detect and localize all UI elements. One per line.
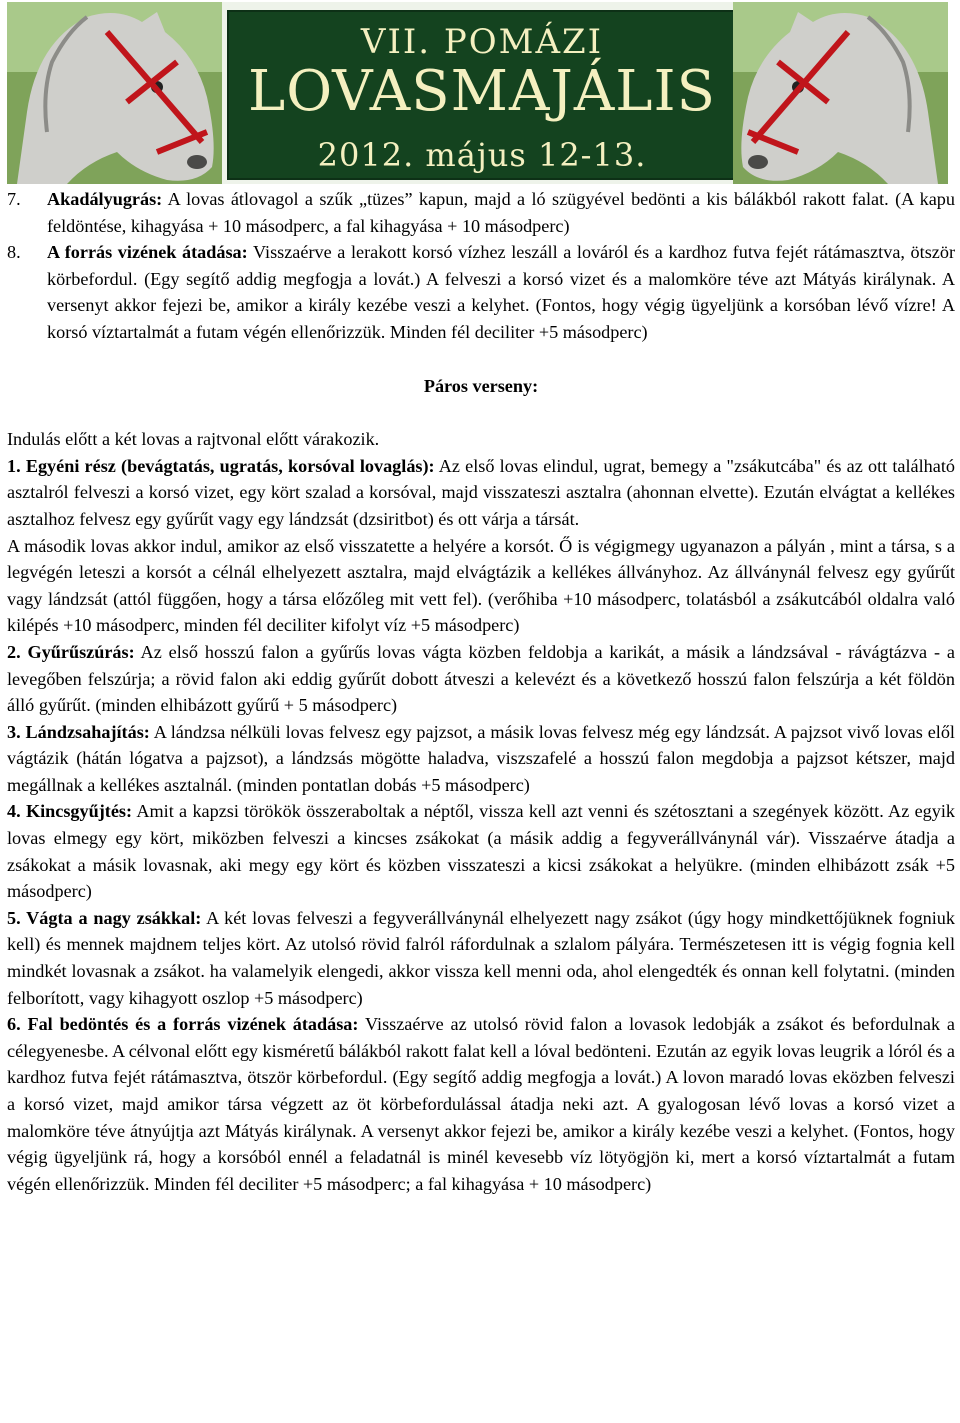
paragraph-body: Amit a kapzsi törökök összeraboltak a néptől, vissza kell azt venni és szétosztani a szegények között. Az egyik lovas elmegy egy kört, miközben felveszi a kincses zsákokat (a másik addig a fegyverállványnál vár). Visszaérve átadja a zsákokat a másik lovasnak, aki megy egy kört és közben visszateszi a kicsi zsákokat a helyükre. (minden elhibázott zsák +5 másodperc) — [7, 801, 955, 902]
item-title: A forrás vizének átadása: — [47, 242, 248, 263]
paragraph-title: 6. Fal bedöntés és a forrás vizének átadása: — [7, 1014, 359, 1035]
edition-title: VII. POMÁZI — [360, 22, 604, 62]
paragraph-title: 1. Egyéni rész (bevágtatás, ugratás, korsóval lovaglás): — [7, 455, 435, 476]
paragraph-body: Visszaérve az utolsó rövid falon a lovasok ledobják a zsákot és befordulnak a célegyenesbe. A célvonal előtt egy kisméretű bálákból rakott falat kell a lóval bedönteni. Ezután az egyik lovas leugrik a lóról és a kardhoz futva fejét rátámasztva, ötször körbefordul. (Egy segítő addig megfogja a lovát.) A lovon maradó lovas eközben felveszi a korsó vizet, majd amikor társa végzett az öt körbefordulással átadja neki azt. A gyalogosan lévő lovas a korsó vizet a malomköre téve átnyújtja azt Mátyás királynak. A versenyt akkor fejezi be, amikor a király kezébe veszi a kelyhet. (Fontos, hogy végig ügyeljünk rá, hogy a korsóból ennél a feladatnál is minél kevesebb víz lötyögjön ki, mert a korsó víztartalmát a futam végén ellenőrizzük. Minden fél deciliter +5 másodperc; a fal kihagyása + 10 másodperc) — [7, 1014, 955, 1194]
paragraph-title: 4. Kincsgyűjtés: — [7, 801, 133, 822]
paragraph-title: 3. Lándzsahajítás: — [7, 721, 150, 742]
title-panel — [227, 10, 737, 180]
paragraph-body: A második lovas akkor indul, amikor az első visszatette a helyére a korsót. Ő is végigmegy ugyanazon a pályán , mint a társa, s a legvégén leteszi a korsót a célnál elhelyezett asztalra, majd elvágtázik a kellékes állványhoz. Az állványnál felvesz egy gyűrűt vagy lándzsát (attól függően, hogy a társa előzőleg mit vett fel). (verőhiba +10 másodperc, tolatásból a zsákutcából oldalra való kilépés +10 másodperc, minden fél deciliter kifolyt víz +5 másodperc) — [7, 535, 955, 636]
paragraph-body: Az első lovas elindul, ugrat, bemegy a "zsákutcába" és az ott található asztalról felveszi a korsó vizet, egy kört szalad a korsóval, majd visszateszi asztalra (ahonnan elvette). Ezután elvágtat a kellékes asztalhoz felvesz egy gyűrűt vagy egy lándzsát (dzsiritbot) és ott várja a társát. — [7, 455, 955, 529]
paragraph-title: 2. Gyűrűszúrás: — [7, 641, 135, 662]
paragraph — [7, 1011, 955, 1197]
item-text — [47, 186, 955, 239]
paragraph-title: 5. Vágta a nagy zsákkal: — [7, 907, 202, 928]
list-item — [7, 186, 955, 239]
item-number: 8. — [7, 242, 21, 263]
event-title: LOVASMAJÁLIS — [248, 59, 716, 124]
paragraph — [7, 905, 955, 1011]
item-body: A lovas átlovagol a szűk „tüzes” kapun, majd a ló szügyével bedönti a kis bálákból rakott falat. (A kapu feldöntése, kihagyása + 10 másodperc, a fal kihagyása + 10 másodperc) — [47, 189, 955, 236]
paragraph — [7, 533, 955, 639]
horse-head-icon — [733, 2, 948, 184]
paragraph — [7, 639, 955, 719]
item-number: 7. — [7, 189, 21, 209]
paragraph — [7, 798, 955, 904]
paragraph-body: A lándzsa nélküli lovas felvesz egy pajzsot, a másik lovas felvesz még egy lándzsát. A pajzsot vivő lovas elől vágtázik (hátán lógatva a pajzsot), a lándzsás mögötte haladva, viszszafelé a hosszú falon megdobja a pajzsot kétszer, majd megállnak a kellékes asztalnál. (minden pontatlan dobás +5 másodperc) — [7, 721, 955, 795]
item-title: Akadályugrás: — [47, 189, 163, 209]
intro-paragraph: Indulás előtt a két lovas a rajtvonal előtt várakozik. — [7, 429, 380, 450]
paragraph — [7, 719, 955, 799]
paragraph-body: Az első hosszú falon a gyűrűs lovas vágta közben feldobja a karikát, a másik a lándzsával - rávágtázva - a levegőben felszúrja; a rövid falon aki eddig gyűrűt dobott átveszi a kelevézt és a következő hosszú falon felszúrja a két földön álló gyűrűt. (minden elhibázott gyűrű + 5 másodperc) — [7, 641, 955, 716]
item-body: Visszaérve a lerakott korsó vízhez leszáll a lováról és a kardhoz futva fejét rátámasztva, ötször körbefordul. (Egy segítő addig megfogja a lovát.) A felveszi a korsó vizet és a malomköre téve azt Mátyás királynak. A versenyt akkor fejezi be, amikor a király kezébe veszi a kelyhet. (Fontos, hogy végig ügyeljünk a korsóban lévő vízre! A korsó víztartalmát a futam végén ellenőrizzük. Minden fél deciliter +5 másodperc) — [47, 242, 956, 342]
item-text — [47, 239, 955, 345]
section-heading: Páros verseny: — [423, 375, 539, 396]
paragraph — [7, 453, 955, 533]
event-date: 2012. május 12-13. — [317, 136, 647, 174]
rules-text — [7, 186, 955, 1197]
horse-head-icon — [7, 2, 222, 184]
event-banner — [7, 2, 948, 184]
list-item — [7, 239, 955, 345]
paragraph-body: A két lovas felveszi a fegyverállványnál elhelyezett nagy zsákot (úgy hogy mindkettőjüknek fogniuk kell) és mennek majdnem teljes kört. Az utolsó rövid falról ráfordulnak a szlalom pályára. Természetesen itt is végig fognia kell mindkét lovasnak a zsákot. ha valamelyik elengedi, akkor vissza kell menni oda, ahol elengedték és onnan kell folytatni. (minden felborított, vagy kihagyott oszlop +5 másodperc) — [7, 907, 955, 1008]
